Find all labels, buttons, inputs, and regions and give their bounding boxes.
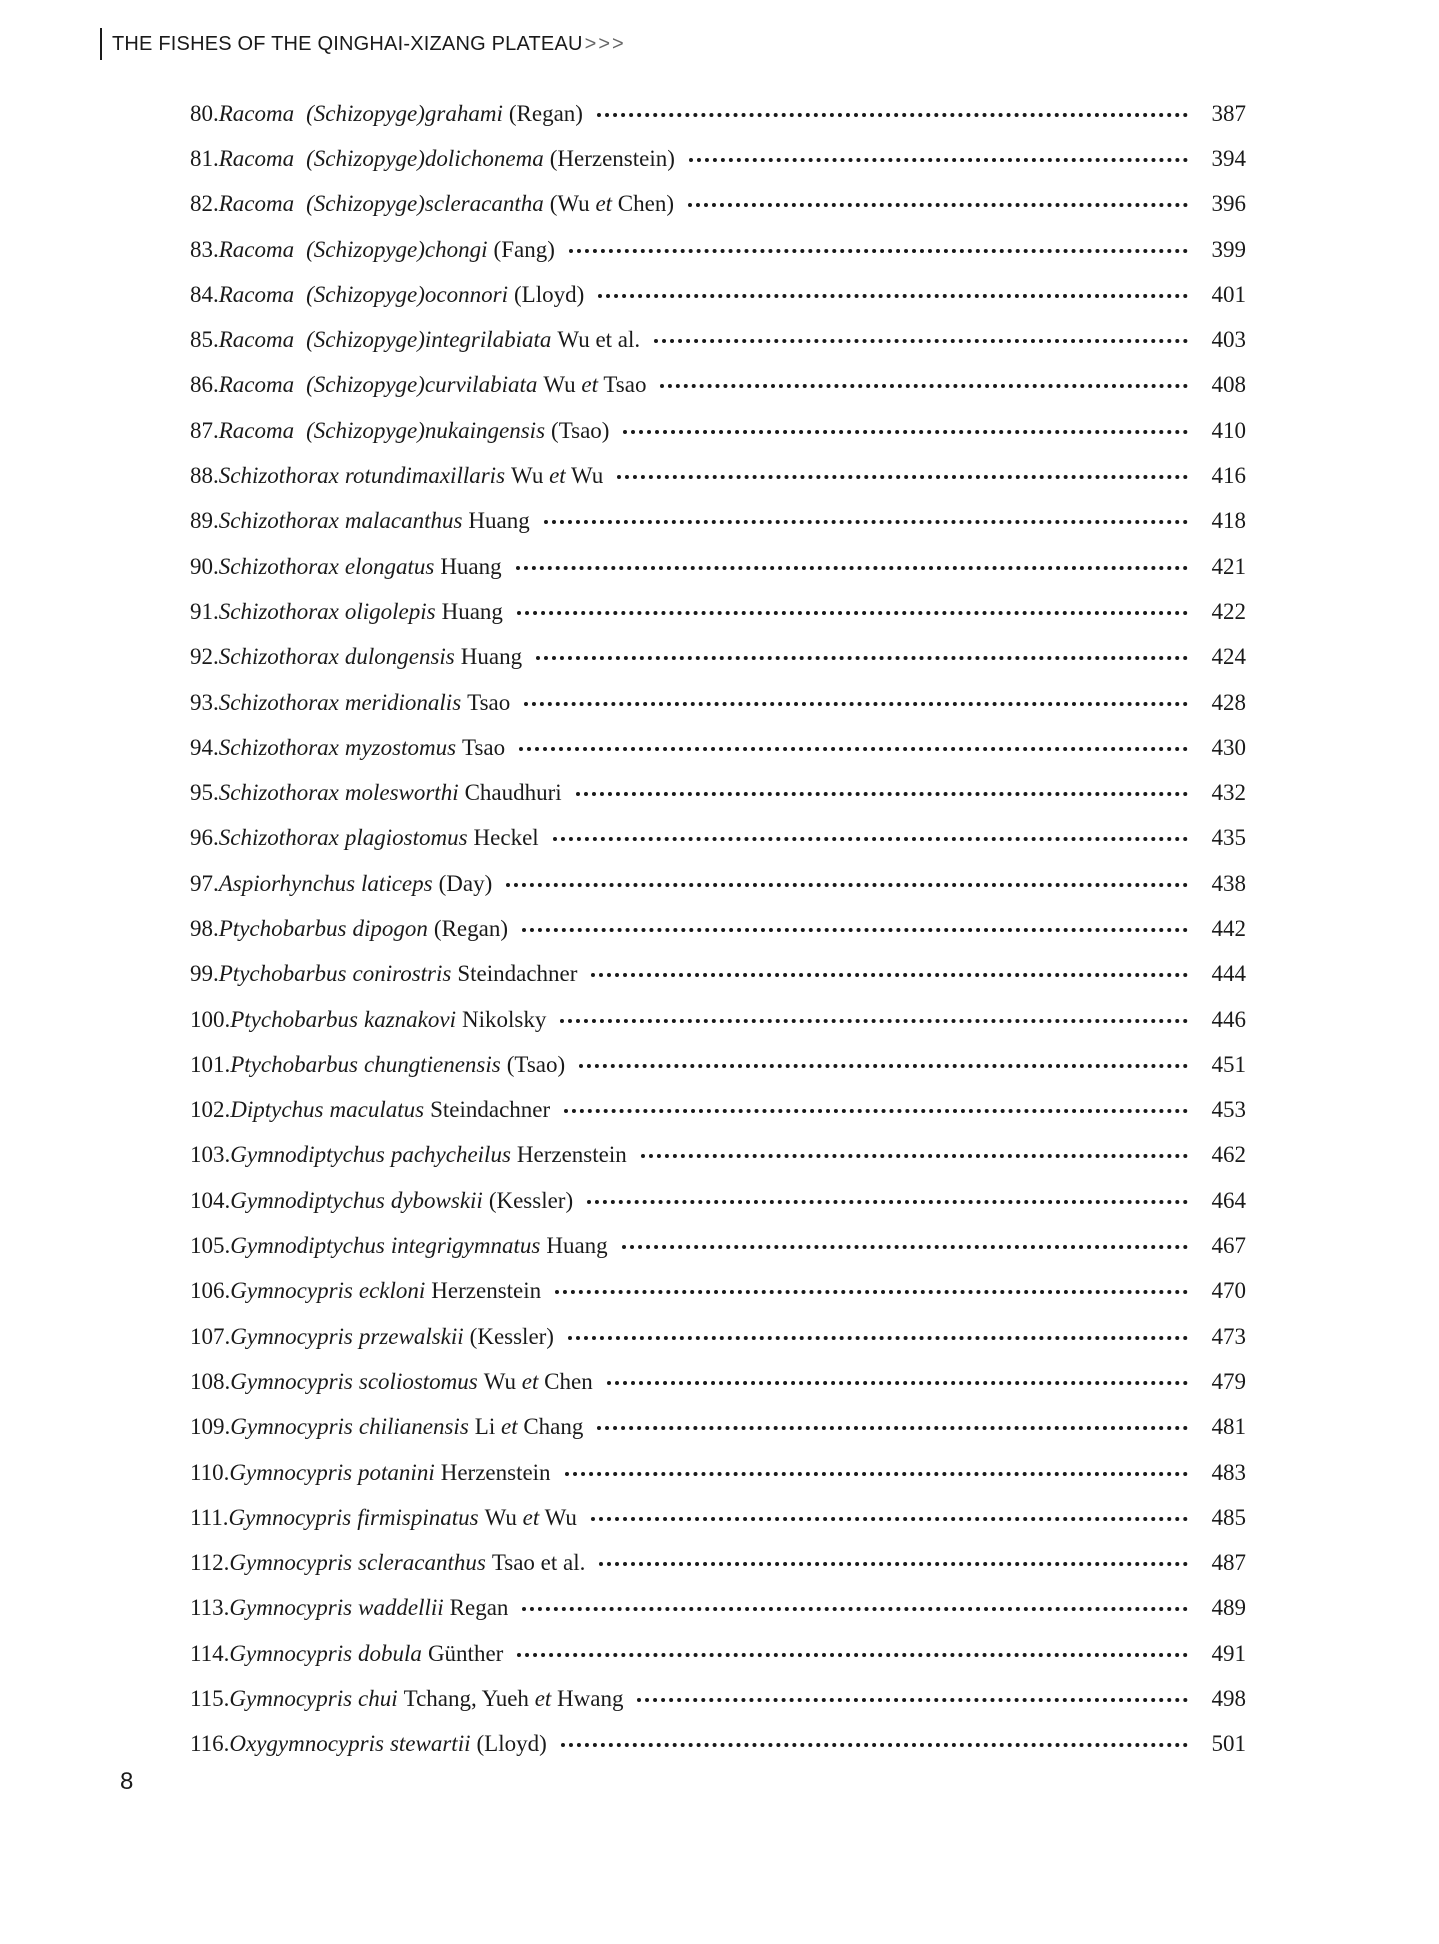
author-name: Tsao et al. (491, 1550, 586, 1576)
species-name: waddellii (358, 1595, 444, 1621)
toc-entry (190, 136, 1246, 181)
dot-leader (519, 747, 1188, 751)
page-reference: 438 (1211, 870, 1246, 896)
entry-number: 97. (190, 870, 219, 896)
toc-entry (190, 1359, 1246, 1404)
entry-number: 89. (190, 508, 219, 534)
toc-entry (190, 1495, 1246, 1540)
author-name: Herzenstein (516, 1142, 627, 1168)
page-reference: 430 (1211, 734, 1246, 760)
page-reference: 470 (1211, 1278, 1246, 1304)
species-name: dipogon (352, 915, 428, 941)
genus-name: Gymnodiptychus (230, 1187, 385, 1213)
entry-number: 96. (190, 825, 219, 851)
genus-name: Schizothorax (218, 644, 339, 670)
toc-entry (190, 1405, 1246, 1450)
entry-number: 107. (190, 1323, 231, 1349)
page-reference: 444 (1211, 961, 1246, 987)
author-name: Herzenstein (431, 1278, 542, 1304)
dot-leader (517, 611, 1188, 615)
author-name: Huang (460, 644, 523, 670)
author-name: (Lloyd) (476, 1731, 547, 1757)
author-name: Huang (440, 553, 502, 579)
dot-leader (591, 1517, 1188, 1521)
genus-name: Schizothorax (218, 734, 339, 760)
dot-leader (553, 837, 1188, 841)
table-of-contents (190, 91, 1246, 1767)
species-name: dobula (358, 1640, 422, 1666)
author-name: Tsao (462, 734, 506, 760)
dot-leader (517, 1653, 1188, 1657)
page-reference: 435 (1211, 825, 1246, 851)
page-reference: 462 (1211, 1142, 1246, 1168)
entry-number: 81. (190, 145, 219, 171)
toc-entry (190, 861, 1246, 906)
page-reference: 446 (1211, 1006, 1246, 1032)
dot-leader (564, 1109, 1188, 1113)
entry-number: 88. (190, 463, 219, 489)
dot-leader (660, 384, 1188, 388)
species-name: integrigymnatus (390, 1233, 541, 1259)
genus-name: Ptychobarbus (218, 915, 347, 941)
page-reference: 479 (1211, 1368, 1246, 1394)
genus-name: Gymnocypris (230, 1323, 353, 1349)
dot-leader (688, 203, 1188, 207)
genus-name: Racoma (218, 100, 295, 126)
page-reference: 396 (1211, 191, 1246, 217)
entry-number: 85. (190, 327, 219, 353)
author-name: (Regan) (433, 915, 508, 941)
dot-leader (597, 1426, 1188, 1430)
toc-entry (190, 1631, 1246, 1676)
page-reference: 394 (1211, 145, 1246, 171)
dot-leader (544, 520, 1188, 524)
entry-number: 101. (190, 1051, 231, 1077)
header-arrows: >>> (584, 32, 626, 55)
dot-leader (617, 475, 1188, 479)
species-name: stewartii (389, 1731, 471, 1757)
author-name: (Herzenstein) (549, 145, 675, 171)
entry-number: 106. (190, 1278, 231, 1304)
species-name: oconnori (424, 281, 508, 307)
species-name: scleracantha (424, 191, 544, 217)
genus-name: Gymnocypris (228, 1504, 352, 1530)
toc-entry (190, 1088, 1246, 1133)
species-name: dybowskii (390, 1187, 483, 1213)
page-reference: 483 (1211, 1459, 1246, 1485)
dot-leader (598, 294, 1188, 298)
entry-number: 99. (190, 961, 219, 987)
dot-leader (506, 883, 1188, 887)
entry-number: 80. (190, 100, 219, 126)
toc-entry (190, 680, 1246, 725)
subgenus-name: (Schizopyge) (306, 417, 425, 443)
entry-number: 108. (190, 1368, 231, 1394)
toc-entry (190, 997, 1246, 1042)
genus-name: Racoma (218, 417, 295, 443)
entry-number: 109. (190, 1414, 231, 1440)
dot-leader (641, 1154, 1188, 1158)
author-name: Wu et Wu (511, 463, 604, 489)
page-reference: 464 (1211, 1187, 1246, 1213)
toc-entry (190, 635, 1246, 680)
species-name: kaznakovi (364, 1006, 456, 1032)
page-reference: 418 (1211, 508, 1246, 534)
entry-number: 110. (190, 1459, 230, 1485)
genus-name: Schizothorax (218, 689, 339, 715)
toc-entry (190, 1450, 1246, 1495)
dot-leader (560, 1019, 1188, 1023)
dot-leader (536, 656, 1188, 660)
page-reference: 467 (1211, 1233, 1246, 1259)
species-name: pachycheilus (390, 1142, 511, 1168)
dot-leader (607, 1381, 1188, 1385)
subgenus-name: (Schizopyge) (306, 281, 425, 307)
toc-entry (190, 1133, 1246, 1178)
species-name: eckloni (358, 1278, 426, 1304)
page-reference: 410 (1211, 417, 1246, 443)
genus-name: Gymnocypris (229, 1686, 353, 1712)
dot-leader (587, 1200, 1188, 1204)
entry-number: 95. (190, 780, 219, 806)
page-reference: 428 (1211, 689, 1246, 715)
species-name: scleracanthus (358, 1550, 486, 1576)
species-name: maculatus (329, 1097, 425, 1123)
species-name: potanini (358, 1459, 435, 1485)
dot-leader (654, 339, 1188, 343)
genus-name: Gymnocypris (230, 1278, 353, 1304)
genus-name: Gymnodiptychus (230, 1142, 385, 1168)
toc-entry (190, 544, 1246, 589)
page-reference: 432 (1211, 780, 1246, 806)
subgenus-name: (Schizopyge) (306, 145, 425, 171)
page-reference: 489 (1211, 1595, 1246, 1621)
toc-entry (190, 906, 1246, 951)
author-name: Günther (427, 1640, 504, 1666)
species-name: dulongensis (344, 644, 455, 670)
author-name: (Fang) (493, 236, 555, 262)
genus-name: Oxygymnocypris (229, 1731, 384, 1757)
species-name: grahami (424, 100, 503, 126)
toc-entry (190, 408, 1246, 453)
running-header (100, 28, 626, 60)
genus-name: Gymnocypris (229, 1595, 353, 1621)
genus-name: Ptychobarbus (230, 1051, 359, 1077)
entry-number: 83. (190, 236, 219, 262)
species-name: chungtienensis (364, 1051, 501, 1077)
genus-name: Gymnocypris (229, 1459, 353, 1485)
dot-leader (561, 1743, 1188, 1747)
toc-entry (190, 1676, 1246, 1721)
author-name: Nikolsky (461, 1006, 547, 1032)
author-name: (Kessler) (488, 1187, 574, 1213)
species-name: nukaingensis (424, 417, 546, 443)
entry-number: 114. (190, 1640, 230, 1666)
entry-number: 116. (190, 1731, 230, 1757)
dot-leader (689, 158, 1188, 162)
species-name: przewalskii (358, 1323, 464, 1349)
dot-leader (522, 1607, 1188, 1611)
dot-leader (568, 1336, 1188, 1340)
page-reference: 481 (1211, 1414, 1246, 1440)
author-name: Li et Chang (474, 1414, 584, 1440)
entry-number: 105. (190, 1233, 231, 1259)
dot-leader (569, 249, 1188, 253)
author-name: Tsao (467, 689, 511, 715)
toc-entry (190, 1541, 1246, 1586)
toc-entry (190, 589, 1246, 634)
dot-leader (623, 430, 1188, 434)
dot-leader (522, 928, 1188, 932)
dot-leader (576, 792, 1188, 796)
page-reference: 424 (1211, 644, 1246, 670)
page-reference: 403 (1211, 327, 1246, 353)
subgenus-name: (Schizopyge) (306, 372, 425, 398)
toc-entry (190, 1178, 1246, 1223)
species-name: conirostris (352, 961, 452, 987)
subgenus-name: (Schizopyge) (306, 191, 425, 217)
toc-entry (190, 499, 1246, 544)
page-reference: 498 (1211, 1686, 1246, 1712)
dot-leader (579, 1064, 1188, 1068)
dot-leader (597, 113, 1188, 117)
author-name: (Tsao) (551, 417, 610, 443)
entry-number: 91. (190, 598, 219, 624)
entry-number: 86. (190, 372, 219, 398)
genus-name: Gymnocypris (230, 1368, 353, 1394)
genus-name: Racoma (218, 281, 295, 307)
toc-entry (190, 272, 1246, 317)
author-name: Wu et al. (557, 327, 641, 353)
species-name: chongi (424, 236, 488, 262)
species-name: integrilabiata (424, 327, 552, 353)
genus-name: Schizothorax (218, 508, 339, 534)
genus-name: Gymnocypris (229, 1550, 353, 1576)
entry-number: 92. (190, 644, 219, 670)
toc-entry (190, 816, 1246, 861)
page-reference: 422 (1211, 598, 1246, 624)
author-name: Tchang, Yueh et Hwang (403, 1686, 624, 1712)
author-name: (Tsao) (506, 1051, 566, 1077)
genus-name: Diptychus (230, 1097, 324, 1123)
toc-entry (190, 952, 1246, 997)
page-reference: 501 (1211, 1731, 1246, 1757)
book-title: THE FISHES OF THE QINGHAI-XIZANG PLATEAU (112, 32, 583, 55)
author-name: Wu et Wu (484, 1504, 577, 1530)
toc-entry (190, 1314, 1246, 1359)
entry-number: 90. (190, 553, 219, 579)
genus-name: Racoma (218, 372, 295, 398)
author-name: Steindachner (430, 1097, 551, 1123)
toc-entry (190, 1586, 1246, 1631)
page-number: 8 (120, 1768, 134, 1795)
subgenus-name: (Schizopyge) (306, 100, 425, 126)
genus-name: Aspiorhynchus (218, 870, 356, 896)
genus-name: Gymnocypris (230, 1414, 353, 1440)
genus-name: Schizothorax (218, 825, 339, 851)
species-name: rotundimaxillaris (344, 463, 506, 489)
entry-number: 98. (190, 915, 219, 941)
page-reference: 408 (1211, 372, 1246, 398)
genus-name: Racoma (218, 145, 295, 171)
page-reference: 491 (1211, 1640, 1246, 1666)
toc-entry (190, 770, 1246, 815)
author-name: Huang (441, 598, 503, 624)
author-name: (Regan) (508, 100, 583, 126)
dot-leader (637, 1698, 1188, 1702)
toc-entry (190, 317, 1246, 362)
toc-entry (190, 1269, 1246, 1314)
genus-name: Schizothorax (218, 780, 339, 806)
toc-entry (190, 182, 1246, 227)
species-name: scoliostomus (358, 1368, 478, 1394)
toc-entry (190, 227, 1246, 272)
entry-number: 112. (190, 1550, 230, 1576)
author-name: Wu et Chen (483, 1368, 593, 1394)
entry-number: 87. (190, 417, 219, 443)
entry-number: 103. (190, 1142, 231, 1168)
dot-leader (516, 566, 1188, 570)
page-reference: 487 (1211, 1550, 1246, 1576)
dot-leader (524, 702, 1188, 706)
species-name: elongatus (344, 553, 435, 579)
author-name: (Lloyd) (513, 281, 585, 307)
species-name: oligolepis (344, 598, 436, 624)
genus-name: Ptychobarbus (218, 961, 347, 987)
page-reference: 387 (1211, 100, 1246, 126)
page-reference: 453 (1211, 1097, 1246, 1123)
toc-entry (190, 453, 1246, 498)
entry-number: 100. (190, 1006, 231, 1032)
dot-leader (591, 973, 1188, 977)
genus-name: Schizothorax (218, 598, 339, 624)
species-name: firmispinatus (357, 1504, 479, 1530)
author-name: Wu et Tsao (543, 372, 647, 398)
toc-entry (190, 1223, 1246, 1268)
dot-leader (622, 1245, 1188, 1249)
author-name: (Kessler) (469, 1323, 554, 1349)
author-name: Heckel (473, 825, 539, 851)
author-name: (Day) (438, 870, 493, 896)
page-reference: 401 (1211, 281, 1246, 307)
author-name: Chaudhuri (464, 780, 562, 806)
species-name: dolichonema (424, 145, 544, 171)
toc-entry (190, 1722, 1246, 1767)
author-name: Huang (546, 1233, 608, 1259)
genus-name: Racoma (218, 191, 295, 217)
page-reference: 399 (1211, 236, 1246, 262)
author-name: (Wu et Chen) (549, 191, 675, 217)
species-name: chilianensis (358, 1414, 469, 1440)
species-name: meridionalis (344, 689, 462, 715)
entry-number: 111. (190, 1504, 229, 1530)
subgenus-name: (Schizopyge) (306, 327, 425, 353)
species-name: molesworthi (344, 780, 459, 806)
toc-entry (190, 1042, 1246, 1087)
genus-name: Ptychobarbus (230, 1006, 359, 1032)
page-reference: 485 (1211, 1504, 1246, 1530)
page-reference: 421 (1211, 553, 1246, 579)
genus-name: Schizothorax (218, 553, 339, 579)
subgenus-name: (Schizopyge) (306, 236, 425, 262)
toc-entry (190, 725, 1246, 770)
species-name: plagiostomus (344, 825, 468, 851)
toc-entry (190, 91, 1246, 136)
dot-leader (599, 1562, 1188, 1566)
species-name: myzostomus (344, 734, 457, 760)
page-reference: 416 (1211, 463, 1246, 489)
dot-leader (565, 1472, 1188, 1476)
entry-number: 82. (190, 191, 219, 217)
author-name: Regan (449, 1595, 509, 1621)
author-name: Huang (468, 508, 530, 534)
species-name: chui (358, 1686, 398, 1712)
toc-entry (190, 363, 1246, 408)
genus-name: Racoma (218, 236, 295, 262)
genus-name: Gymnodiptychus (230, 1233, 385, 1259)
entry-number: 84. (190, 281, 219, 307)
species-name: curvilabiata (424, 372, 538, 398)
genus-name: Racoma (218, 327, 295, 353)
entry-number: 93. (190, 689, 219, 715)
page-reference: 442 (1211, 915, 1246, 941)
entry-number: 113. (190, 1595, 230, 1621)
dot-leader (555, 1290, 1188, 1294)
genus-name: Schizothorax (218, 463, 339, 489)
genus-name: Gymnocypris (229, 1640, 353, 1666)
page-reference: 451 (1211, 1051, 1246, 1077)
species-name: malacanthus (344, 508, 463, 534)
page-reference: 473 (1211, 1323, 1246, 1349)
author-name: Herzenstein (440, 1459, 551, 1485)
author-name: Steindachner (457, 961, 578, 987)
entry-number: 94. (190, 734, 219, 760)
entry-number: 115. (190, 1686, 230, 1712)
species-name: laticeps (361, 870, 433, 896)
entry-number: 104. (190, 1187, 231, 1213)
entry-number: 102. (190, 1097, 231, 1123)
